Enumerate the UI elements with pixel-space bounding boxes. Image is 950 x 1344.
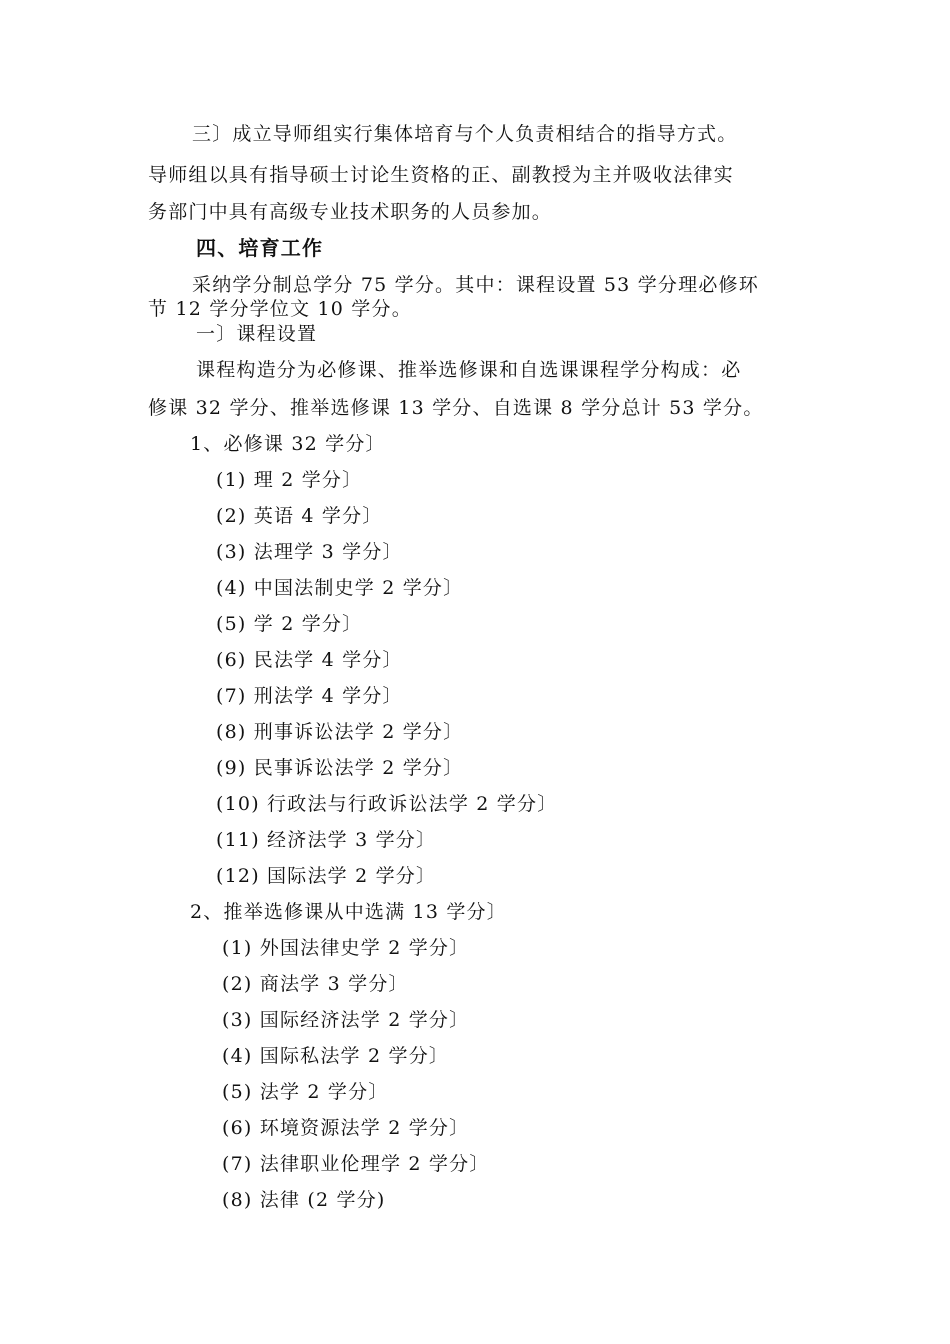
- list-item: (7) 刑法学 4 学分〕: [216, 685, 403, 707]
- paragraph-line: 修课 32 学分、推举选修课 13 学分、自选课 8 学分总计 53 学分。: [148, 397, 764, 419]
- list-item: (3) 法理学 3 学分〕: [216, 541, 403, 563]
- list-item: (4) 国际私法学 2 学分〕: [222, 1045, 450, 1067]
- list-heading: 2、推举选修课从中选满 13 学分〕: [190, 901, 507, 923]
- paragraph-line: 导师组以具有指导硕士讨论生资格的正、副教授为主并吸收法律实: [148, 164, 734, 186]
- list-item: (6) 民法学 4 学分〕: [216, 649, 403, 671]
- paragraph-line: 节 12 学分学位文 10 学分。: [148, 298, 412, 320]
- list-item: (7) 法律职业伦理学 2 学分〕: [222, 1153, 490, 1175]
- list-item: (4) 中国法制史学 2 学分〕: [216, 577, 464, 599]
- list-item: (8) 法律 (2 学分): [222, 1189, 386, 1211]
- list-item: (11) 经济法学 3 学分〕: [216, 829, 437, 851]
- list-item: (2) 英语 4 学分〕: [216, 505, 383, 527]
- list-item: (6) 环境资源法学 2 学分〕: [222, 1117, 470, 1139]
- paragraph-line: 采纳学分制总学分 75 学分。其中：课程设置 53 学分理必修环: [192, 274, 759, 296]
- list-item: (5) 法学 2 学分〕: [222, 1081, 389, 1103]
- list-item: (10) 行政法与行政诉讼法学 2 学分〕: [216, 793, 558, 815]
- subsection-heading: 一〕课程设置: [196, 323, 318, 345]
- list-item: (1) 理 2 学分〕: [216, 469, 363, 491]
- list-item: (9) 民事诉讼法学 2 学分〕: [216, 757, 464, 779]
- list-item: (1) 外国法律史学 2 学分〕: [222, 937, 470, 959]
- paragraph-line: 务部门中具有高级专业技术职务的人员参加。: [148, 201, 553, 223]
- list-item: (8) 刑事诉讼法学 2 学分〕: [216, 721, 464, 743]
- list-heading: 1、必修课 32 学分〕: [190, 433, 386, 455]
- list-item: (3) 国际经济法学 2 学分〕: [222, 1009, 470, 1031]
- paragraph-line: 课程构造分为必修课、推举选修课和自选课课程学分构成：必: [196, 359, 742, 381]
- list-item: (5) 学 2 学分〕: [216, 613, 363, 635]
- list-item: (2) 商法学 3 学分〕: [222, 973, 409, 995]
- section-heading: 四、培育工作: [196, 236, 324, 260]
- list-item: (12) 国际法学 2 学分〕: [216, 865, 437, 887]
- paragraph-line: 三〕成立导师组实行集体培育与个人负责相结合的指导方式。: [192, 123, 738, 145]
